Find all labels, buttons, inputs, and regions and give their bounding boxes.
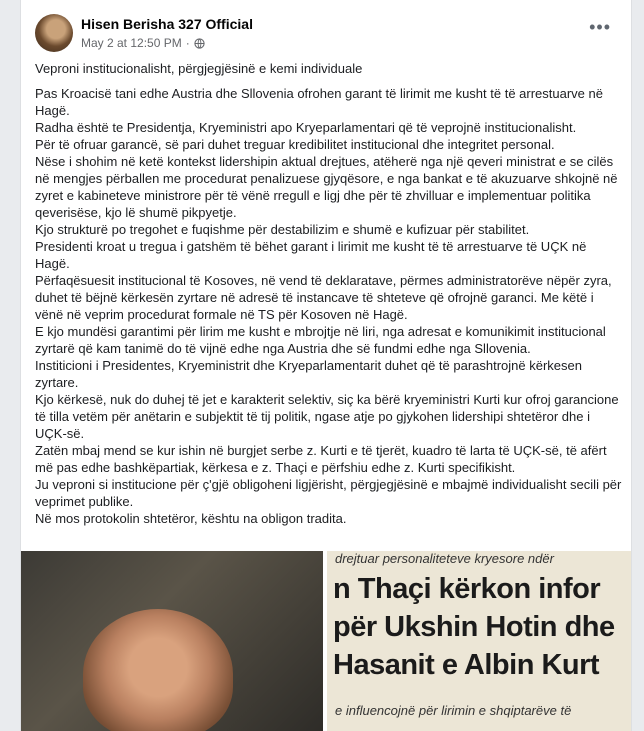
post-paragraph: Institicioni i Presidentes, Kryeministrit dhe Kryeparlamentarit duhet që të parashtrojnë kërkesen zyrtare. (35, 358, 582, 390)
post-paragraph: Pas Kroacisë tani edhe Austria dhe Sllovenia ofrohen garant të lirimit me kusht të të arrestuarve në Hagë. (35, 86, 603, 118)
meta-separator: · (185, 36, 190, 50)
post-paragraphs (35, 85, 623, 527)
post-paragraph: Në mos protokolin shtetëror, kështu na obligon tradita. (35, 511, 347, 526)
post-headline: Veproni institucionalisht, përgjegjësinë e kemi individuale (35, 61, 363, 76)
post-timestamp[interactable]: May 2 at 12:50 PM (81, 36, 182, 50)
newspaper-bottom-line: e influencojnë për lirimin e shqiptarëve të (335, 703, 572, 718)
author-name[interactable]: Hisen Berisha 327 Official (81, 16, 253, 32)
post-card (20, 0, 632, 731)
post-paragraph: Kjo strukturë po tregohet e fuqishme për destabilizim e shumë e kufizuar për stabilitet. (35, 222, 530, 237)
globe-icon[interactable] (194, 38, 205, 49)
newspaper-headline-3: Hasanit e Albin Kurt (333, 649, 600, 681)
post-photo-portrait[interactable] (21, 551, 323, 731)
newspaper-headline-2: për Ukshin Hotin dhe (333, 611, 615, 643)
more-options-icon[interactable]: ••• (589, 17, 611, 37)
post-paragraph: Ju veproni si institucione për ç'gjë obligoheni ligjërisht, përgjegjësinë e mbajmë individualisht secili për veprimet publike. (35, 477, 622, 509)
post-paragraph: E kjo mundësi garantimi për lirim me kusht e mbrojtje në liri, nga adresat e komunikimit institucional zyrtarë që kam tanimë do të vijnë edhe nga Austria dhe së fundmi edhe nga Sllovenia. (35, 324, 606, 356)
post-text (35, 60, 623, 527)
post-paragraph: Kjo kërkesë, nuk do duhej të jet e karakterit selektiv, siç ka bërë kryeministri Kurti kur ofroj garancione të tilla vetëm për anëtarin e subjektit të tij politik, ngase atje po gjykohen lidershipi shtetëror dhe i UÇK-së. (35, 392, 619, 441)
post-paragraph: Përfaqësuesit institucional të Kosoves, në vend të deklaratave, përmes administratorëve nëpër zyra, duhet të bëjnë kërkesën zyrtare në adresë të instancave të shteteve që ofrojnë garanci. Me këtë i vënë në veprim procedurat formale në TS për Kosoven në Hagë. (35, 273, 612, 322)
post-header (35, 12, 617, 56)
newspaper-top-line: drejtuar personaliteteve kryesore ndër (335, 551, 554, 566)
post-photo-newspaper[interactable] (327, 551, 631, 731)
author-avatar[interactable] (35, 14, 73, 52)
post-paragraph: Radha është te Presidentja, Kryeministri apo Kryeparlamentari që të veprojnë institucionalisht. (35, 120, 577, 135)
post-paragraph: Zatën mbaj mend se kur ishin në burgjet serbe z. Kurti e të tjerët, kuadro të larta të UÇK-së, të afërt më pas edhe bashkëpartiak, kërkesa e z. Thaçi e përfshiu edhe z. Kurti specifikisht. (35, 443, 607, 475)
post-paragraph: Nëse i shohim në ketë kontekst lidershipin aktual drejtues, atëherë nga një qeveri ministrat e se cilës në mengjes përballen me procedurat penalizuese gjyqësore, e nga bankat e të akuzuarve shkojnë në zyret e kabineteve ministrore për të vënë rregull e ligj dhe për të zhvilluar e implementuar politika qeverisëse, kjo lë shumë pikpyetje. (35, 154, 618, 220)
portrait-face (83, 609, 233, 731)
newspaper-headline-1: n Thaçi kërkon infor (333, 573, 601, 605)
post-meta (81, 36, 205, 50)
post-paragraph: Presidenti kroat u tregua i gatshëm të bëhet garant i lirimit me kusht të të arrestuarve të UÇK në Hagë. (35, 239, 587, 271)
post-paragraph: Për të ofruar garancë, së pari duhet treguar kredibilitet institucional dhe integritet personal. (35, 137, 555, 152)
post-images (21, 551, 631, 731)
